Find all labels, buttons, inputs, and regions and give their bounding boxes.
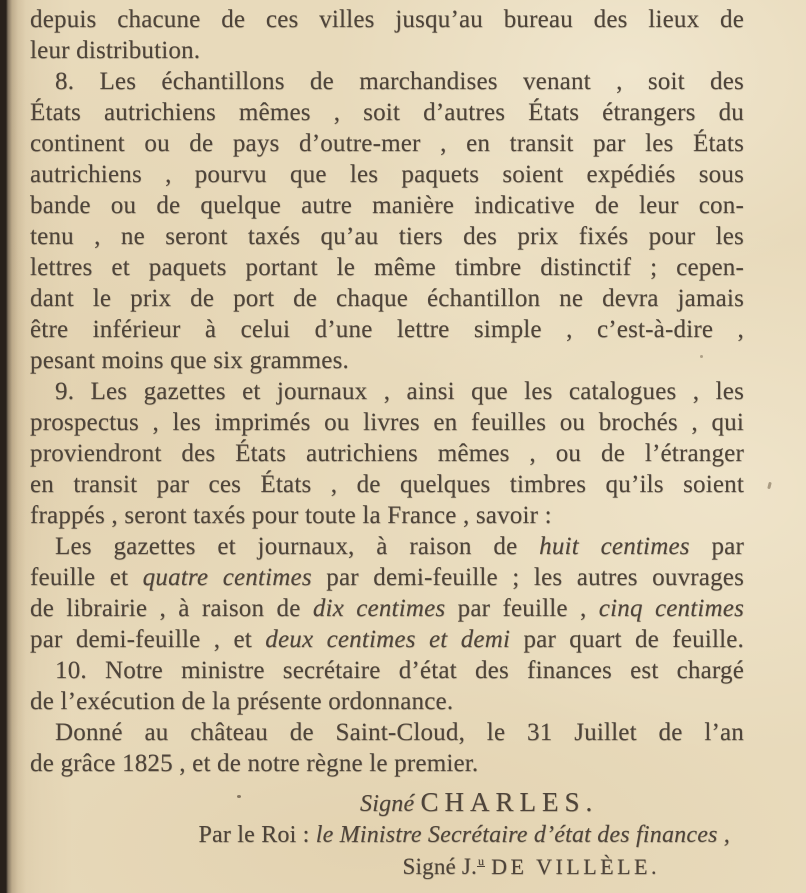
- text-segment: u: [478, 854, 485, 868]
- paper-speck: [237, 795, 241, 798]
- line-17: [30, 500, 744, 531]
- text-segment: être inférieur à celui d’une lettre simple , c’est-à-dire ,: [30, 316, 744, 343]
- book-gutter-shadow: [0, 0, 26, 893]
- text-segment: par demi-feuille , et: [30, 626, 266, 653]
- text-segment: en transit par ces États , de quelques timbres qu’ils soient: [30, 471, 744, 498]
- text-segment: par: [689, 533, 744, 560]
- signature-villele: [30, 851, 744, 882]
- line-20: [30, 593, 744, 624]
- text-segment: par feuille ,: [445, 595, 599, 622]
- paper-speck: [767, 482, 772, 490]
- text-segment: continent ou de pays d’outre-mer , en transit par les États: [30, 130, 744, 157]
- text-segment: lettres et paquets portant le même timbre distinctif ; cepen-: [30, 254, 744, 281]
- line-05: [30, 128, 744, 159]
- text-segment: frappés , seront taxés pour toute la France , savoir :: [30, 502, 552, 529]
- text-segment: tenu , ne seront taxés qu’au tiers des prix fixés pour les: [30, 223, 744, 250]
- text-segment: bande ou de quelque autre manière indicative de leur con-: [30, 192, 744, 219]
- line-24: [30, 717, 744, 748]
- line-22: [30, 655, 744, 686]
- line-14: [30, 407, 744, 438]
- text-segment: proviendront des États autrichiens mêmes , ou de l’étranger: [30, 440, 744, 467]
- text-segment: feuille et: [30, 564, 143, 591]
- italic-text: dix centimes: [312, 595, 446, 622]
- signature-name: CHARLES.: [420, 787, 599, 817]
- paper-speck: [700, 355, 703, 358]
- text-segment: prospectus , les imprimés ou livres en feuilles ou brochés , qui: [30, 409, 744, 436]
- line-09: [30, 252, 744, 283]
- line-23: [30, 686, 744, 717]
- text-segment: 8. Les échantillons de marchandises venant , soit des: [55, 68, 744, 95]
- text-segment: Les gazettes et journaux, à raison de: [55, 533, 540, 560]
- text-segment: États autrichiens mêmes , soit d’autres États étrangers du: [30, 99, 744, 126]
- document-text-block: [30, 4, 744, 882]
- text-segment: de grâce 1825 , et de notre règne le premier.: [30, 750, 479, 777]
- line-10: [30, 283, 744, 314]
- italic-text: huit centimes: [539, 533, 690, 560]
- text-segment: Donné au château de Saint-Cloud, le 31 Juillet de l’an: [55, 719, 744, 746]
- text-segment: dant le prix de port de chaque échantillon ne devra jamais: [30, 285, 744, 312]
- line-03: [30, 66, 744, 97]
- text-segment: de l’exécution de la présente ordonnance.: [30, 688, 454, 715]
- text-segment: par demi-feuille ; les autres ouvrages: [311, 564, 744, 591]
- signature-name: DE VILLÈLE.: [491, 854, 660, 879]
- line-01: [30, 4, 744, 35]
- line-18: [30, 531, 744, 562]
- line-16: [30, 469, 744, 500]
- text-segment: de librairie , à raison de: [30, 595, 313, 622]
- line-12: [30, 345, 744, 376]
- text-segment: par quart de feuille.: [510, 626, 744, 653]
- line-02: [30, 35, 744, 66]
- line-25: [30, 748, 744, 779]
- line-06: [30, 159, 744, 190]
- signature-minister: [30, 820, 744, 851]
- text-segment: leur distribution.: [30, 37, 201, 64]
- line-04: [30, 97, 744, 128]
- line-08: [30, 221, 744, 252]
- text-segment: Par le Roi :: [198, 822, 316, 848]
- text-segment: depuis chacune de ces villes jusqu’au bureau des lieux de: [30, 6, 744, 33]
- italic-text: deux centimes et demi: [265, 626, 511, 653]
- text-segment: 10. Notre ministre secrétaire d’état des finances est chargé: [55, 657, 744, 684]
- line-15: [30, 438, 744, 469]
- text-segment: 9. Les gazettes et journaux , ainsi que les catalogues , les: [55, 378, 744, 405]
- line-21: [30, 624, 744, 655]
- signature-charles: [30, 787, 744, 820]
- line-07: [30, 190, 744, 221]
- italic-text: quatre centimes: [142, 564, 312, 591]
- line-13: [30, 376, 744, 407]
- line-19: [30, 562, 744, 593]
- text-segment: autrichiens , pourvu que les paquets soient expédiés sous: [30, 161, 744, 188]
- italic-text: le Ministre Secrétaire d’état des finances ,: [315, 822, 730, 848]
- line-11: [30, 314, 744, 345]
- italic-text: cinq centimes: [598, 595, 745, 622]
- text-segment: pesant moins que six grammes.: [30, 347, 349, 374]
- italic-text: Signé: [360, 791, 421, 817]
- text-segment: Signé J.: [402, 854, 477, 879]
